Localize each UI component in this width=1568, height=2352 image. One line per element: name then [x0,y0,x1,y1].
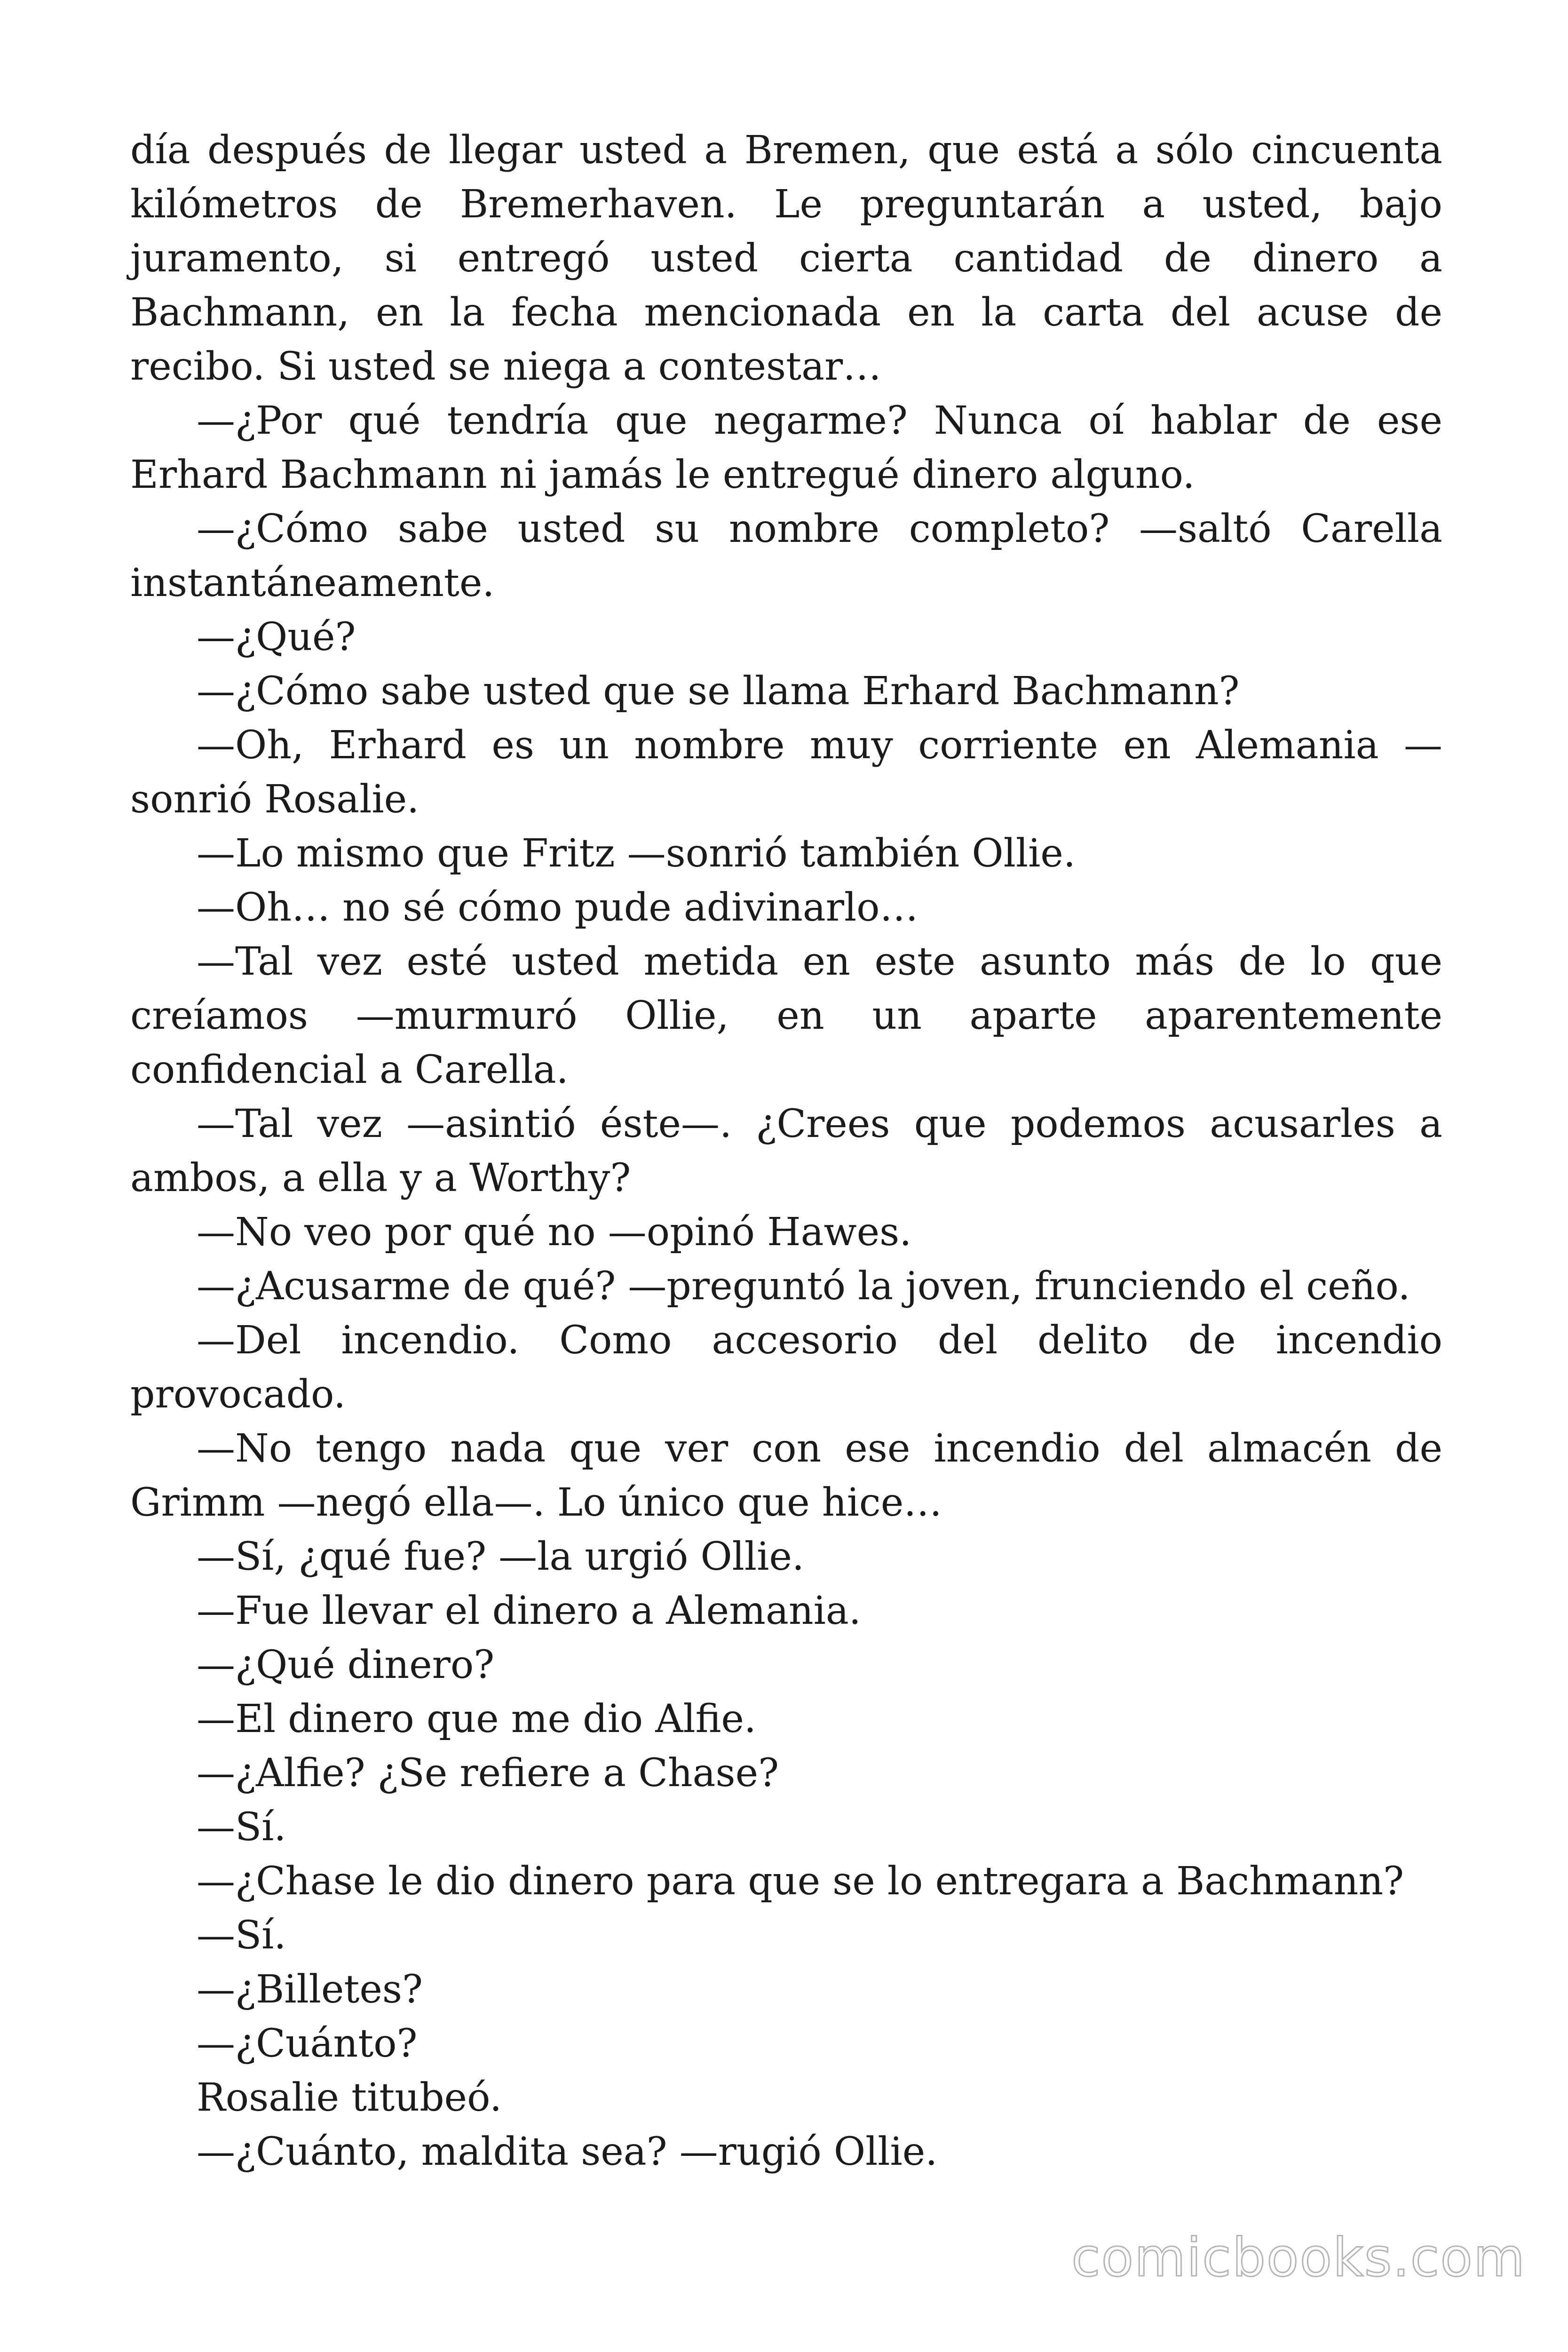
paragraph: —Oh, Erhard es un nombre muy corriente en Alemania —sonrió Rosalie. [130,723,1442,822]
paragraph: —Sí, ¿qué fue? —la urgió Ollie. [197,1534,804,1579]
paragraph: —¿Por qué tendría que negarme? Nunca oí hablar de ese Erhard Bachmann ni jamás le entregué dinero alguno. [130,398,1442,497]
paragraph: —¿Qué? [197,615,356,660]
paragraph: —¿Cómo sabe usted que se llama Erhard Bachmann? [197,669,1240,714]
paragraph: —¿Billetes? [197,1967,423,2012]
paragraph: día después de llegar usted a Bremen, que está a sólo cincuenta kilómetros de Bremerhaven. Le preguntarán a usted, bajo juramento, si entregó usted cierta cantidad de dinero a Bachmann, en la fecha mencionada en la carta del acuse de recibo. Si usted se niega a contestar… [130,128,1442,389]
paragraph: —Sí. [197,1913,286,1958]
paragraph: —¿Alfie? ¿Se refiere a Chase? [197,1751,779,1796]
paragraph: —¿Cuánto? [197,2021,418,2066]
paragraph: —Sí. [197,1805,286,1850]
paragraph: —Lo mismo que Fritz —sonrió también Ollie. [197,831,1076,876]
paragraph: —No tengo nada que ver con ese incendio del almacén de Grimm —negó ella—. Lo único que hice… [130,1426,1442,1525]
paragraph: —Oh… no sé cómo pude adivinarlo… [197,885,919,930]
paragraph: —¿Qué dinero? [197,1643,495,1687]
paragraph: —Del incendio. Como accesorio del delito de incendio provocado. [130,1318,1442,1417]
paragraph: Rosalie titubeó. [197,2075,502,2120]
paragraph: —¿Cuánto, maldita sea? —rugió Ollie. [197,2130,938,2174]
paragraph: —¿Cómo sabe usted su nombre completo? —saltó Carella instantáneamente. [130,507,1442,605]
watermark-logo: comicbooks.com [1071,2227,1526,2288]
paragraph: —¿Chase le dio dinero para que se lo entregara a Bachmann? [197,1859,1404,1904]
paragraph: —El dinero que me dio Alfie. [197,1697,756,1741]
paragraph: —No veo por qué no —opinó Hawes. [197,1210,912,1255]
page-body [130,123,1442,2179]
paragraph: —Tal vez —asintió éste—. ¿Crees que podemos acusarles a ambos, a ella y a Worthy? [130,1102,1442,1200]
paragraph: —Fue llevar el dinero a Alemania. [197,1589,861,1633]
paragraph: —Tal vez esté usted metida en este asunto más de lo que creíamos —murmuró Ollie, en un aparte aparentemente confidencial a Carella. [130,939,1442,1092]
paragraph: —¿Acusarme de qué? —preguntó la joven, frunciendo el ceño. [197,1264,1410,1309]
